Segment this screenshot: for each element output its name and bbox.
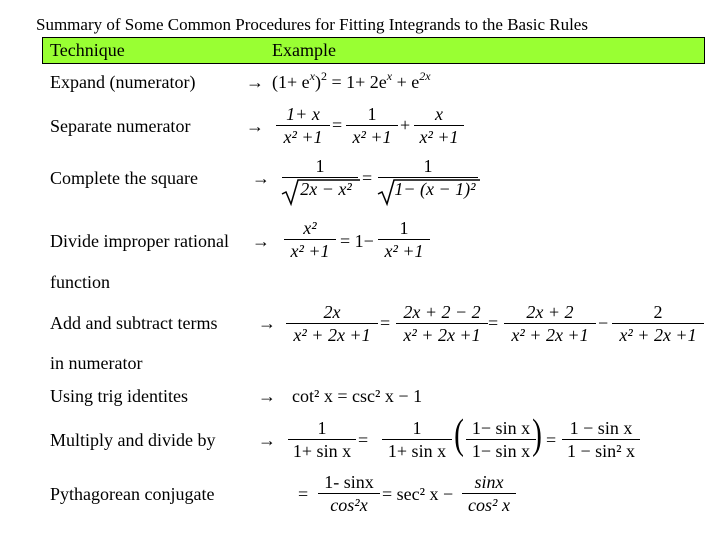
equals-sign: = bbox=[362, 168, 373, 188]
right-paren: ) bbox=[532, 412, 542, 458]
equals-sign: = bbox=[358, 430, 369, 450]
label-trig: Using trig identites bbox=[50, 386, 188, 406]
fraction: 1 2x − x² bbox=[282, 156, 358, 199]
arrow-icon: → bbox=[258, 430, 276, 450]
fraction: 2x + 2 x² + 2x +1 bbox=[504, 302, 596, 345]
page-title: Summary of Some Common Procedures for Fitting Integrands to the Basic Rules bbox=[36, 15, 588, 34]
header-example: Example bbox=[272, 40, 336, 60]
equals-sign: = bbox=[380, 313, 391, 333]
arrow-icon: → bbox=[246, 72, 264, 92]
fraction: 1 1+ sin x bbox=[382, 418, 452, 461]
equals-sign: = bbox=[298, 484, 309, 504]
fraction: 1 1+ sin x bbox=[288, 418, 356, 461]
fraction: sinx cos² x bbox=[462, 472, 516, 515]
fraction: x x² +1 bbox=[414, 104, 464, 147]
label-complete: Complete the square bbox=[50, 168, 198, 188]
expression-part: = sec² x − bbox=[382, 484, 454, 504]
label-addsub: Add and subtract terms bbox=[50, 313, 218, 333]
arrow-icon: → bbox=[246, 116, 264, 136]
fraction: 1 x² +1 bbox=[346, 104, 398, 147]
arrow-icon: → bbox=[258, 386, 276, 406]
label-divide: Divide improper rational bbox=[50, 231, 229, 251]
arrow-icon: → bbox=[252, 231, 270, 251]
label-addsub-cont: in numerator bbox=[50, 353, 143, 373]
arrow-icon: → bbox=[252, 168, 270, 188]
fraction: 1+ x x² +1 bbox=[276, 104, 330, 147]
fraction: 1 − sin x 1 − sin² x bbox=[562, 418, 640, 461]
label-pyth: Pythagorean conjugate bbox=[50, 484, 215, 504]
arrow-icon: → bbox=[258, 313, 276, 333]
fraction: 1− sin x 1− sin x bbox=[466, 418, 536, 461]
trig-identity: cot² x = csc² x − 1 bbox=[292, 386, 423, 406]
equals-sign: = bbox=[488, 313, 499, 333]
fraction: 2x + 2 − 2 x² + 2x +1 bbox=[396, 302, 488, 345]
equals-sign: = bbox=[332, 115, 343, 135]
label-expand: Expand (numerator) bbox=[50, 72, 196, 92]
expression-part: = 1− bbox=[340, 231, 374, 251]
label-divide-cont: function bbox=[50, 272, 110, 292]
fraction: 1 x² +1 bbox=[378, 218, 430, 261]
label-separate: Separate numerator bbox=[50, 116, 191, 136]
left-paren: ( bbox=[454, 412, 464, 458]
header-technique: Technique bbox=[50, 40, 125, 60]
plus-sign: + bbox=[400, 115, 411, 135]
radical-sign-icon bbox=[282, 180, 362, 206]
fraction: 1 1− (x − 1)² bbox=[378, 156, 478, 199]
radical-sign-icon bbox=[378, 180, 482, 206]
fraction: 2 x² + 2x +1 bbox=[612, 302, 704, 345]
minus-sign: − bbox=[598, 313, 609, 333]
fraction: 2x x² + 2x +1 bbox=[286, 302, 378, 345]
equals-sign: = bbox=[546, 430, 557, 450]
expand-expression: $(1+ e^x)^2 = 1+ 2e^x + e^{2x}$ bbox=[272, 69, 431, 92]
fraction: 1- sinx cos²x bbox=[318, 472, 380, 515]
label-multiply: Multiply and divide by bbox=[50, 430, 216, 450]
table-header bbox=[42, 37, 705, 64]
fraction: x² x² +1 bbox=[284, 218, 336, 261]
